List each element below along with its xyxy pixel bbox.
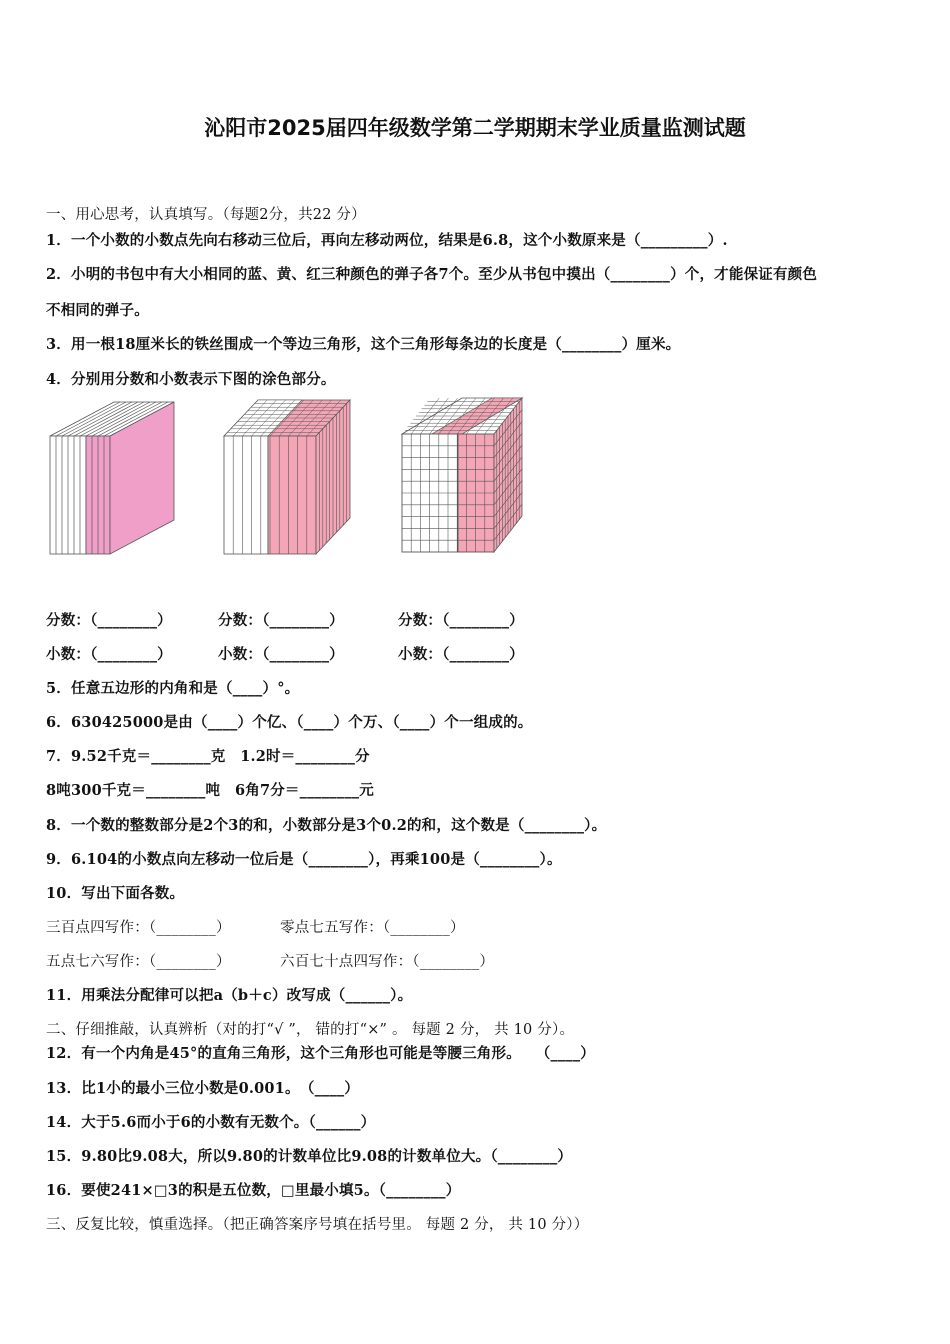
question-2: 2．小明的书包中有大小相同的蓝、黄、红三种颜色的弹子各7个。至少从书包中摸出（________）个，才能保证有颜色 bbox=[46, 266, 818, 283]
q10-item-4: 六百七十点四写作：（________） bbox=[280, 954, 495, 970]
question-6: 6．630425000是由（____）个亿、（____）个万、（____）个一组成的。 bbox=[46, 714, 533, 731]
question-5: 5．任意五边形的内角和是（____）°。 bbox=[46, 680, 300, 697]
q10-item-3: 五点七六写作：（________） bbox=[46, 954, 231, 970]
question-13: 13．比1小的最小三位小数是0.001。 （____） bbox=[46, 1080, 360, 1097]
question-9: 9．6.104的小数点向左移动一位后是（________），再乘100是（________）。 bbox=[46, 851, 562, 868]
question-10: 10．写出下面各数。 bbox=[46, 885, 185, 902]
q10-item-2: 零点七五写作：（________） bbox=[280, 920, 465, 936]
question-7b: 8吨300千克＝________吨 6角7分＝________元 bbox=[46, 782, 374, 799]
question-3: 3．用一根18厘米长的铁丝围成一个等边三角形，这个三角形每条边的长度是（________）厘米。 bbox=[46, 336, 681, 353]
question-14: 14．大于5.6而小于6的小数有无数个。（______） bbox=[46, 1114, 376, 1131]
q4-fraction-1: 分数：（________） bbox=[46, 612, 172, 629]
question-4: 4．分别用分数和小数表示下图的涂色部分。 bbox=[46, 371, 336, 388]
figure-grid-cube bbox=[398, 394, 528, 558]
page-title: 沁阳市2025届四年级数学第二学期期末学业质量监测试题 bbox=[204, 116, 746, 140]
figure-hundred-cube bbox=[220, 396, 358, 560]
section-3-heading: 三、反复比较，慎重选择。（把正确答案序号填在括号里。 每题 2 分， 共 10 分）） bbox=[46, 1217, 589, 1233]
question-1: 1．一个小数的小数点先向右移动三位后，再向左移动两位，结果是6.8，这个小数原来是（_________）. bbox=[46, 232, 728, 249]
question-12: 12．有一个内角是45°的直角三角形，这个三角形也可能是等腰三角形。 （____） bbox=[46, 1045, 596, 1062]
q4-decimal-3: 小数：（________） bbox=[398, 646, 524, 663]
question-7a: 7．9.52千克＝________克 1.2时＝________分 bbox=[46, 748, 370, 765]
question-8: 8．一个数的整数部分是2个3的和，小数部分是3个0.2的和，这个数是（________）。 bbox=[46, 817, 607, 834]
figure-strips bbox=[46, 398, 186, 560]
question-2-cont: 不相同的弹子。 bbox=[46, 302, 149, 319]
q4-fraction-2: 分数：（________） bbox=[218, 612, 344, 629]
q4-decimal-2: 小数：（________） bbox=[218, 646, 344, 663]
question-15: 15．9.80比9.08大，所以9.80的计数单位比9.08的计数单位大。（________） bbox=[46, 1148, 573, 1165]
section-1-heading: 一、用心思考，认真填写。（每题2分，共22 分） bbox=[46, 207, 366, 223]
q10-item-1: 三百点四写作：（________） bbox=[46, 920, 231, 936]
question-11: 11．用乘法分配律可以把a（b＋c）改写成（______）。 bbox=[46, 987, 413, 1004]
q4-fraction-3: 分数：（________） bbox=[398, 612, 524, 629]
q4-decimal-1: 小数：（________） bbox=[46, 646, 172, 663]
question-16: 16．要使241×□3的积是五位数，□里最小填5。（________） bbox=[46, 1182, 461, 1199]
section-2-heading: 二、仔细推敲，认真辨析（对的打“√ ”， 错的打“×” 。 每题 2 分， 共 10 分）。 bbox=[46, 1022, 575, 1038]
